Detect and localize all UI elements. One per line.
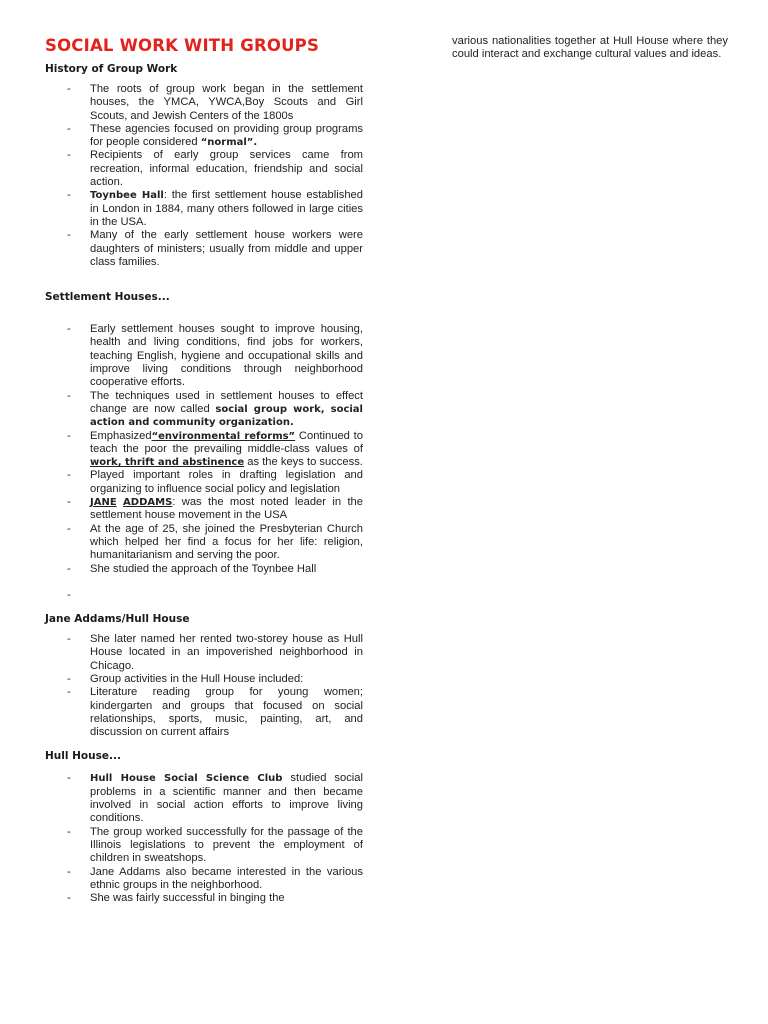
list-item: - Many of the early settlement house workers were daughters of ministers; usually from middle and upper class families. xyxy=(67,229,363,268)
list-item: - JANE ADDAMS: was the most noted leader in the settlement house movement in the USA xyxy=(67,496,363,522)
list-item: - The techniques used in settlement houses to effect change are now called social group work, social action and community organization. xyxy=(67,389,363,429)
heading-hull-house: Hull House... xyxy=(45,750,121,763)
right-column xyxy=(452,35,728,62)
list-item: - She studied the approach of the Toynbee Hall xyxy=(67,562,317,575)
list-item: - Group activities in the Hull House included: xyxy=(67,672,304,685)
list-item: - The group worked successfully for the passage of the Illinois legislations to prevent the employment of children in sweatshops. xyxy=(67,825,363,865)
heading-jane-addams-hull-house: Jane Addams/Hull House xyxy=(45,613,190,626)
list-hull-house xyxy=(45,772,363,905)
list-item: - At the age of 25, she joined the Presbyterian Church which helped her find a focus for her life: religion, humanitarianism and serving the poor. xyxy=(67,522,363,562)
list-item: - Literature reading group for young women; kindergarten and groups that focused on social relationships, sports, music, painting, art, and discussion on current affairs xyxy=(67,686,363,739)
list-item: - Jane Addams also became interested in the various ethnic groups in the neighborhood. xyxy=(67,865,363,891)
list-item: - Hull House Social Science Club studied social problems in a scientific manner and then became involved in social action efforts to improve living conditions. xyxy=(67,772,363,825)
list-item: - Early settlement houses sought to improve housing, health and living conditions, find jobs for workers, teaching English, hygiene and occupational skills and improve living conditions through neighborhood cooperative efforts. xyxy=(67,323,363,389)
list-item: - These agencies focused on providing group programs for people considered “normal”. xyxy=(67,122,363,149)
list-item: - Played important roles in drafting legislation and organizing to influence social policy and legislation xyxy=(67,469,363,495)
continuation-text: various nationalities together at Hull House where they could interact and exchange cultural values and ideas. xyxy=(452,35,728,61)
list-item: - Emphasized“environmental reforms” Continued to teach the poor the prevailing middle-class values of work, thrift and abstinence as the keys to success. xyxy=(67,429,363,469)
list-item: - xyxy=(67,588,71,601)
list-item: - She was fairly successful in binging the xyxy=(67,892,285,905)
list-item: - She later named her rented two-storey house as Hull House located in an impoverished neighborhood in Chicago. xyxy=(67,633,363,672)
list-item: - Toynbee Hall: the first settlement house established in London in 1884, many others followed in large cities in the USA. xyxy=(67,189,363,228)
list-jane-addams xyxy=(45,633,363,739)
list-history xyxy=(45,83,363,269)
list-item: - The roots of group work began in the settlement houses, the YMCA, YWCA,Boy Scouts and Girl Scouts, and Jewish Centers of the 1800s xyxy=(67,83,363,122)
document-title: SOCIAL WORK WITH GROUPS xyxy=(45,36,320,55)
heading-history: History of Group Work xyxy=(45,63,178,75)
left-column xyxy=(45,36,363,905)
list-item: - Recipients of early group services came from recreation, informal education, friendship and social action. xyxy=(67,149,363,189)
list-settlement-houses xyxy=(45,323,363,602)
heading-settlement-houses: Settlement Houses... xyxy=(45,291,170,304)
